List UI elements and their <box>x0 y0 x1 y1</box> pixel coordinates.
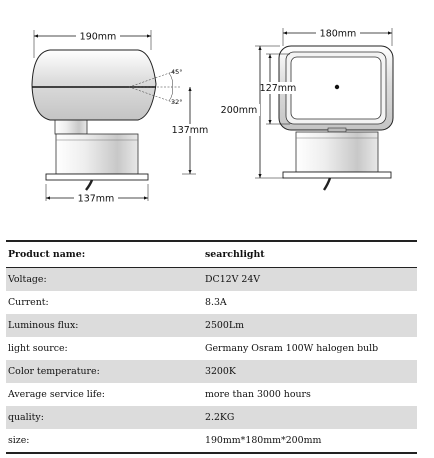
spec-row <box>6 314 417 337</box>
spec-value: 8.3A <box>205 297 227 308</box>
spec-value: DC12V 24V <box>205 274 261 285</box>
spec-label: quality: <box>8 412 44 423</box>
side-height-label: 137mm <box>171 125 209 136</box>
spec-label: Luminous flux: <box>8 320 79 331</box>
spec-value: more than 3000 hours <box>205 389 311 400</box>
spec-value: 190mm*180mm*200mm <box>205 435 322 446</box>
spec-row <box>6 268 417 292</box>
spec-header-row <box>6 241 417 268</box>
spec-label: Voltage: <box>8 274 47 285</box>
lens-height-label: 127mm <box>259 83 297 94</box>
spec-row <box>6 429 417 453</box>
angle-down-label: 32° <box>171 98 183 106</box>
spec-table <box>6 240 417 454</box>
spec-value: 3200K <box>205 366 236 377</box>
spec-label: Current: <box>8 297 49 308</box>
spec-label: size: <box>8 435 30 446</box>
base-width-label: 137mm <box>77 193 115 205</box>
spec-row <box>6 360 417 383</box>
spec-label: light source: <box>8 343 68 354</box>
front-width-label: 180mm <box>319 28 357 40</box>
front-height-label: 200mm <box>220 105 258 116</box>
spec-value: 2.2KG <box>205 412 235 423</box>
spec-label: Average service life: <box>8 389 105 400</box>
front-view <box>220 27 393 190</box>
side-width-label: 190mm <box>79 31 117 43</box>
spec-value: 2500Lm <box>205 320 244 331</box>
spec-row <box>6 291 417 314</box>
spec-header-label: Product name: <box>8 249 86 260</box>
spec-row <box>6 337 417 360</box>
angle-up-label: 45° <box>171 68 183 76</box>
spec-row <box>6 406 417 429</box>
side-view <box>32 30 212 205</box>
spec-row <box>6 383 417 406</box>
spec-header-value: searchlight <box>205 249 265 260</box>
spec-value: Germany Osram 100W halogen bulb <box>205 343 379 354</box>
spec-label: Color temperature: <box>8 366 100 377</box>
